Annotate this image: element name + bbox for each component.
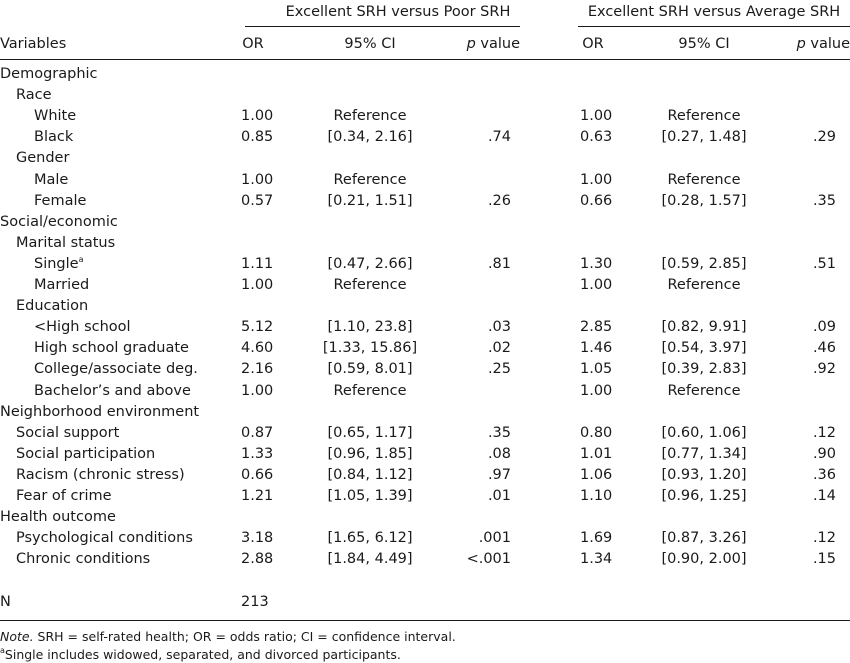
ci-poor-cell: [0.47, 2.66]: [327, 255, 413, 272]
or-average-cell: 1.69: [580, 530, 613, 547]
row-label: Psychological conditions: [16, 530, 193, 547]
p-value-poor-cell: .97: [487, 466, 511, 483]
row-label: <High school: [34, 319, 131, 336]
or-poor-cell: 1.00: [241, 171, 274, 188]
or-poor-cell: 3.18: [241, 530, 274, 547]
ci-poor-cell: [0.65, 1.17]: [327, 424, 413, 441]
table-footnote: $^a$Single includes widowed, separated, and divorced participants.: [0, 646, 401, 662]
p-value-average-cell: .15: [812, 551, 836, 568]
row-label: Female: [34, 192, 87, 209]
ci-poor-cell: [1.10, 23.8]: [327, 319, 413, 336]
row-label: Married: [34, 277, 90, 293]
or-poor-cell: 0.87: [241, 424, 274, 441]
or-average-cell: 1.00: [580, 108, 613, 125]
or-average-cell: 1.00: [580, 382, 613, 399]
row-label: Social participation: [16, 445, 156, 462]
ci-average-cell: [0.77, 1.34]: [661, 445, 747, 462]
row-label: Bachelor’s and above: [34, 382, 191, 399]
p-value-poor-cell: .08: [487, 445, 511, 462]
or-average-cell: 2.85: [580, 319, 613, 336]
ci-average-cell: Reference: [667, 382, 741, 399]
or-poor-cell: 1.00: [241, 382, 274, 399]
group-underline-poor: [245, 26, 520, 27]
p-value-poor-cell: .81: [487, 255, 511, 272]
p-value-poor-cell: .01: [487, 488, 511, 504]
col-header-ci-1: 95% CI: [344, 36, 396, 52]
ci-poor-cell: [1.05, 1.39]: [327, 488, 413, 504]
ci-average-cell: Reference: [667, 277, 741, 293]
row-label: High school graduate: [34, 340, 189, 357]
ci-average-cell: [0.96, 1.25]: [661, 488, 747, 504]
or-poor-cell: 2.16: [241, 361, 274, 378]
group-header-poor: Excellent SRH versus Poor SRH: [285, 4, 511, 20]
ci-poor-cell: [0.59, 8.01]: [327, 361, 413, 378]
or-average-cell: 1.46: [580, 340, 613, 357]
row-label: Gender: [16, 150, 70, 167]
or-poor-cell: 4.60: [241, 340, 274, 357]
or-average-cell: 1.10: [580, 488, 613, 504]
or-poor-cell: 1.00: [241, 277, 274, 293]
or-poor-cell: 1.33: [241, 445, 274, 462]
ci-poor-cell: [0.21, 1.51]: [327, 192, 413, 209]
row-label: Health outcome: [0, 509, 116, 526]
or-average-cell: 0.80: [580, 424, 613, 441]
ci-average-cell: Reference: [667, 171, 741, 188]
table-note: Note. SRH = self-rated health; OR = odds ratio; CI = confidence interval.: [0, 629, 456, 644]
or-average-cell: 0.66: [580, 192, 613, 209]
p-value-average-cell: .29: [812, 129, 836, 146]
or-poor-cell: 1.21: [241, 488, 274, 504]
ci-average-cell: [0.93, 1.20]: [661, 466, 747, 483]
row-label: Racism (chronic stress): [16, 466, 185, 483]
col-header-or-2: OR: [582, 36, 604, 52]
n-value: 213: [241, 594, 269, 610]
p-value-average-cell: .12: [812, 530, 836, 547]
p-value-average-cell: .12: [812, 424, 836, 441]
ci-average-cell: [0.39, 2.83]: [661, 361, 747, 378]
ci-poor-cell: [0.96, 1.85]: [327, 445, 413, 462]
ci-poor-cell: Reference: [333, 171, 407, 188]
ci-poor-cell: [1.65, 6.12]: [327, 530, 413, 547]
bottom-rule: [0, 620, 850, 621]
row-label: Marital status: [16, 234, 116, 251]
col-header-variables: Variables: [0, 36, 67, 52]
ci-average-cell: [0.27, 1.48]: [661, 129, 747, 146]
row-label: Male: [34, 171, 69, 188]
p-value-average-cell: .14: [812, 488, 836, 504]
ci-poor-cell: [0.84, 1.12]: [327, 466, 413, 483]
or-poor-cell: 1.11: [241, 255, 274, 272]
ci-average-cell: [0.54, 3.97]: [661, 340, 747, 357]
col-header-p-2: p value: [796, 36, 850, 52]
or-average-cell: 1.00: [580, 171, 613, 188]
col-header-or-1: OR: [242, 36, 264, 52]
or-average-cell: 1.06: [580, 466, 613, 483]
or-poor-cell: 2.88: [241, 551, 274, 568]
p-value-average-cell: .92: [812, 361, 836, 378]
or-average-cell: 0.63: [580, 129, 613, 146]
header-rule: [0, 59, 850, 60]
or-poor-cell: 1.00: [241, 108, 274, 125]
or-poor-cell: 0.85: [241, 129, 274, 146]
group-header-average: Excellent SRH versus Average SRH: [587, 4, 841, 20]
ci-average-cell: Reference: [667, 108, 741, 125]
ci-poor-cell: [1.33, 15.86]: [322, 340, 418, 357]
p-value-average-cell: .46: [812, 340, 836, 357]
p-value-average-cell: .36: [812, 466, 836, 483]
row-label: Fear of crime: [16, 488, 112, 504]
or-poor-cell: 0.66: [241, 466, 274, 483]
p-value-average-cell: .90: [812, 445, 836, 462]
col-header-p-1: p value: [466, 36, 520, 52]
col-header-ci-2: 95% CI: [678, 36, 730, 52]
row-label: Social/economic: [0, 213, 118, 230]
row-label: Education: [16, 298, 89, 315]
or-average-cell: 1.05: [580, 361, 613, 378]
ci-poor-cell: Reference: [333, 277, 407, 293]
row-label: Social support: [16, 424, 120, 441]
p-value-poor-cell: .25: [487, 361, 511, 378]
p-value-poor-cell: .26: [487, 192, 511, 209]
row-label: Black: [34, 129, 74, 146]
p-value-poor-cell: .35: [487, 424, 511, 441]
row-label: Chronic conditions: [16, 551, 151, 568]
row-label: Demographic: [0, 66, 98, 82]
ci-poor-cell: [1.84, 4.49]: [327, 551, 413, 568]
ci-poor-cell: [0.34, 2.16]: [327, 129, 413, 146]
p-value-average-cell: .35: [812, 192, 836, 209]
row-label: Single$^a$: [34, 254, 84, 272]
row-label: Neighborhood environment: [0, 403, 200, 420]
ci-average-cell: [0.90, 2.00]: [661, 551, 747, 568]
or-poor-cell: 0.57: [241, 192, 274, 209]
p-value-poor-cell: .74: [487, 129, 511, 146]
ci-average-cell: [0.59, 2.85]: [661, 255, 747, 272]
or-average-cell: 1.00: [580, 277, 613, 293]
ci-average-cell: [0.87, 3.26]: [661, 530, 747, 547]
n-label: N: [0, 594, 11, 610]
or-average-cell: 1.34: [580, 551, 613, 568]
ci-poor-cell: Reference: [333, 382, 407, 399]
row-label: College/associate deg.: [34, 361, 198, 378]
row-label: White: [34, 108, 77, 125]
ci-average-cell: [0.82, 9.91]: [661, 319, 747, 336]
ci-average-cell: [0.28, 1.57]: [661, 192, 747, 209]
ci-poor-cell: Reference: [333, 108, 407, 125]
group-underline-average: [578, 26, 850, 27]
or-poor-cell: 5.12: [241, 319, 274, 336]
p-value-poor-cell: .001: [478, 530, 511, 547]
row-label: Race: [16, 87, 52, 104]
or-average-cell: 1.01: [580, 445, 613, 462]
p-value-poor-cell: .03: [487, 319, 511, 336]
ci-average-cell: [0.60, 1.06]: [661, 424, 747, 441]
p-value-poor-cell: .02: [487, 340, 511, 357]
or-average-cell: 1.30: [580, 255, 613, 272]
p-value-average-cell: .09: [812, 319, 836, 336]
p-value-average-cell: .51: [812, 255, 836, 272]
p-value-poor-cell: <.001: [466, 551, 511, 568]
